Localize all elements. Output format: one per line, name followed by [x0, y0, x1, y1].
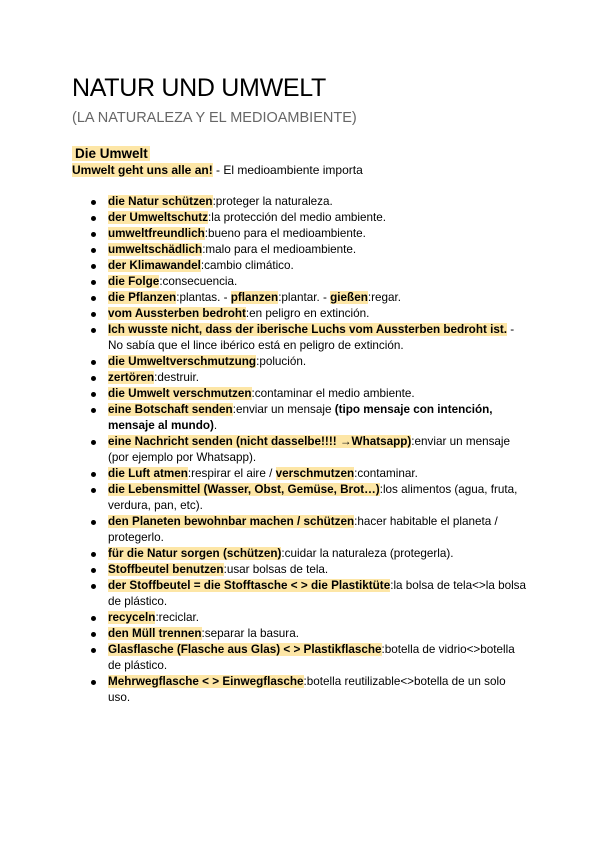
page-title: NATUR UND UMWELT — [72, 74, 326, 102]
vocabulary-term: die Pflanzen — [108, 291, 177, 304]
vocabulary-item — [108, 322, 528, 354]
vocabulary-term: umweltschädlich — [108, 243, 203, 256]
vocabulary-term: vom Aussterben bedroht — [108, 307, 246, 320]
vocabulary-translation: :cambio climático. — [200, 259, 294, 272]
vocabulary-translation: :reciclar. — [155, 611, 199, 624]
vocabulary-item — [108, 674, 528, 706]
vocabulary-item — [108, 210, 528, 226]
vocabulary-term: Glasflasche (Flasche aus Glas) < > Plastikflasche — [108, 643, 382, 656]
vocabulary-term: die Natur schützen — [108, 195, 213, 208]
vocabulary-item — [108, 402, 528, 434]
vocabulary-term: eine Nachricht senden (nicht dasselbe!!!! →Whatsapp) — [108, 435, 412, 448]
vocabulary-term: eine Botschaft senden — [108, 403, 233, 416]
vocabulary-translation: :hacer habitable el planeta / protegerlo. — [108, 515, 498, 544]
vocabulary-term: pflanzen — [230, 291, 279, 304]
vocabulary-item — [108, 354, 528, 370]
vocabulary-item — [108, 290, 528, 306]
vocabulary-item — [108, 434, 528, 466]
vocabulary-item — [108, 386, 528, 402]
vocabulary-term: der Klimawandel — [108, 259, 201, 272]
vocabulary-term: verschmutzen — [275, 467, 355, 480]
vocabulary-translation: :la bolsa de tela<>la bolsa de plástico. — [108, 579, 527, 608]
vocabulary-item — [108, 626, 528, 642]
vocabulary-term: die Folge — [108, 275, 160, 288]
vocabulary-term: die Lebensmittel (Wasser, Obst, Gemüse, Brot…) — [108, 483, 380, 496]
vocabulary-item — [108, 546, 528, 562]
vocabulary-term: Ich wusste nicht, dass der iberische Luchs vom Aussterben bedroht ist. — [108, 323, 507, 336]
vocabulary-translation: . — [213, 419, 218, 432]
vocabulary-translation: :los alimentos (agua, fruta, verdura, pan, etc). — [108, 483, 518, 512]
vocabulary-item — [108, 258, 528, 274]
vocabulary-term: der Umweltschutz — [108, 211, 209, 224]
vocabulary-translation: :contaminar. — [354, 467, 418, 480]
vocabulary-term: die Umwelt verschmutzen — [108, 387, 252, 400]
vocabulary-term: den Müll trennen — [108, 627, 202, 640]
vocabulary-translation: :en peligro en extinción. — [245, 307, 370, 320]
intro-translation: - El medioambiente importa — [212, 163, 363, 177]
vocabulary-translation: :consecuencia. — [159, 275, 238, 288]
vocabulary-translation: :cuidar la naturaleza (protegerla). — [281, 547, 454, 560]
vocabulary-translation: :botella reutilizable<>botella de un solo uso. — [108, 675, 506, 704]
vocabulary-translation: :enviar un mensaje — [232, 403, 335, 416]
vocabulary-translation: :plantas. - — [176, 291, 231, 304]
vocabulary-translation: :regar. — [367, 291, 401, 304]
vocabulary-term: Mehrwegflasche < > Einwegflasche — [108, 675, 304, 688]
vocabulary-item — [108, 482, 528, 514]
page-subtitle: (LA NATURALEZA Y EL MEDIOAMBIENTE) — [72, 110, 357, 126]
intro-line — [72, 163, 363, 177]
vocabulary-item — [108, 194, 528, 210]
vocabulary-translation: :enviar un mensaje (por ejemplo por Whatsapp). — [108, 435, 511, 464]
vocabulary-term: zertören — [108, 371, 155, 384]
vocabulary-translation: :destruir. — [154, 371, 199, 384]
vocabulary-term: für die Natur sorgen (schützen) — [108, 547, 282, 560]
vocabulary-translation: :bueno para el medioambiente. — [204, 227, 366, 240]
vocabulary-item — [108, 274, 528, 290]
vocabulary-term: den Planeten bewohnbar machen / schützen — [108, 515, 355, 528]
vocabulary-translation: :separar la basura. — [201, 627, 299, 640]
vocabulary-item — [108, 466, 528, 482]
vocabulary-translation: :respirar el aire / — [187, 467, 276, 480]
vocabulary-translation: :proteger la naturaleza. — [212, 195, 333, 208]
vocabulary-translation: :botella de vidrio<>botella de plástico. — [108, 643, 515, 672]
vocabulary-term: (tipo mensaje con intención, mensaje al mundo) — [108, 403, 493, 432]
vocabulary-term: umweltfreundlich — [108, 227, 205, 240]
section-heading-text: Die Umwelt — [72, 146, 150, 161]
vocabulary-item — [108, 578, 528, 610]
section-heading — [72, 146, 150, 161]
vocabulary-translation: :polución. — [256, 355, 307, 368]
vocabulary-translation: :usar bolsas de tela. — [223, 563, 329, 576]
vocabulary-item — [108, 610, 528, 626]
vocabulary-translation: :contaminar el medio ambiente. — [251, 387, 415, 400]
vocabulary-item — [108, 514, 528, 546]
vocabulary-item — [108, 370, 528, 386]
vocabulary-term: die Luft atmen — [108, 467, 188, 480]
vocabulary-term: gießen — [330, 291, 368, 304]
vocabulary-item — [108, 642, 528, 674]
vocabulary-item — [108, 562, 528, 578]
vocabulary-term: recyceln — [108, 611, 156, 624]
vocabulary-translation: :malo para el medioambiente. — [202, 243, 357, 256]
vocabulary-item — [108, 242, 528, 258]
vocabulary-translation: :plantar. - — [278, 291, 331, 304]
intro-term: Umwelt geht uns alle an! — [72, 163, 213, 177]
vocabulary-item — [108, 226, 528, 242]
vocabulary-term: Stoffbeutel benutzen — [108, 563, 224, 576]
vocabulary-translation: :la protección del medio ambiente. — [208, 211, 387, 224]
vocabulary-term: der Stoffbeutel = die Stofftasche < > die Plastiktüte — [108, 579, 391, 592]
vocabulary-list — [108, 194, 528, 706]
vocabulary-translation: -No sabía que el lince ibérico está en peligro de extinción. — [108, 323, 515, 352]
vocabulary-term: die Umweltverschmutzung — [108, 355, 257, 368]
vocabulary-item — [108, 306, 528, 322]
